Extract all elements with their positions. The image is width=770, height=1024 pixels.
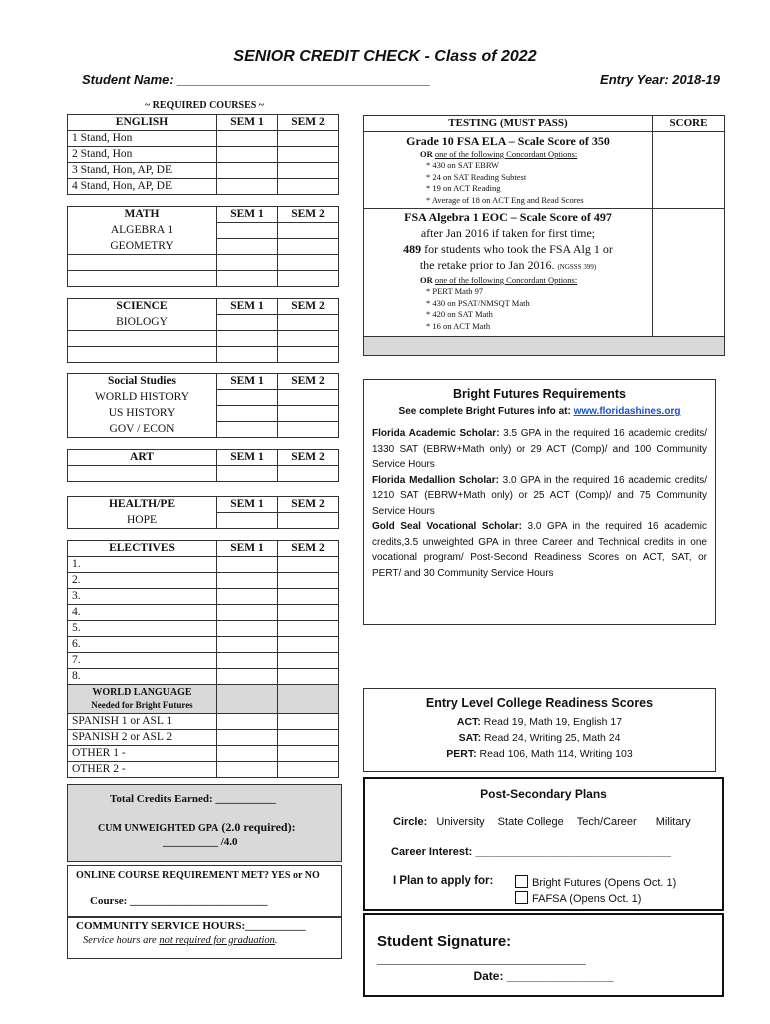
table-row bbox=[68, 605, 339, 621]
bright-futures-requirements: Florida Academic Scholar: 3.5 GPA in the required 16 academic credits/ 1330 SAT (EBRW+Math only) or 29 ACT (Comp)/ and 100 Community Service Hours Florida Medallion Scholar: 3.0 GPA in the required 16 academic credits/ 1210 SAT (EBRW+Math only) or 25 ACT (Comp)/ and 75 Community Service Hours Gold Seal Vocational Scholar: 3.0 GPA in the required 16 academic credits,3.5 unweighted GPA in three Career and Technical credits in one vocational program/ Post-Second Readiness Scores on ACT, SAT, or PERT/ and 30 Community Service Hours bbox=[372, 428, 708, 579]
science-header: SCIENCE bbox=[68, 299, 217, 315]
course-name: GEOMETRY bbox=[68, 239, 217, 255]
course-name: SPANISH 1 or ASL 1 bbox=[68, 714, 217, 730]
ela-option: * 24 on SAT Reading Subtest bbox=[426, 171, 527, 182]
signature-box bbox=[363, 913, 724, 997]
ela-concordant-label: OR one of the following Concordant Options: bbox=[420, 149, 578, 159]
elective-row[interactable]: 4. bbox=[68, 605, 217, 621]
sem1-header: SEM 1 bbox=[217, 541, 278, 557]
world-language-header bbox=[68, 685, 217, 714]
course-name: HOPE bbox=[68, 513, 217, 529]
algebra-line: after Jan 2016 if taken for first time; bbox=[420, 226, 596, 240]
sem1-cell[interactable] bbox=[217, 513, 278, 529]
course-name[interactable]: OTHER 2 - bbox=[68, 762, 217, 778]
ela-option: * 430 on SAT EBRW bbox=[426, 160, 500, 170]
algebra-option: * 420 on SAT Math bbox=[426, 309, 493, 319]
sem2-cell[interactable] bbox=[278, 621, 339, 637]
sem2-cell[interactable] bbox=[278, 422, 339, 438]
student-name-field[interactable]: Student Name: ___________________________________ bbox=[82, 72, 431, 87]
bright-futures-info: See complete Bright Futures info at: www.floridashines.org bbox=[398, 406, 681, 417]
sem1-cell[interactable] bbox=[217, 315, 278, 331]
sem1-cell[interactable] bbox=[217, 347, 278, 363]
elective-row[interactable]: 5. bbox=[68, 621, 217, 637]
sem1-cell[interactable] bbox=[217, 239, 278, 255]
sem2-cell[interactable] bbox=[278, 714, 339, 730]
circle-row bbox=[393, 816, 691, 828]
course-name: 4 Stand, Hon, AP, DE bbox=[68, 179, 217, 195]
bright-futures-title: Bright Futures Requirements bbox=[453, 387, 626, 401]
option-university[interactable]: University bbox=[436, 816, 485, 828]
sem1-cell[interactable] bbox=[217, 653, 278, 669]
world-language-note: Needed for Bright Futures bbox=[91, 700, 193, 710]
sem1-header: SEM 1 bbox=[217, 207, 278, 223]
sem1-cell[interactable] bbox=[217, 730, 278, 746]
table-row bbox=[68, 746, 339, 762]
sem1-header: SEM 1 bbox=[217, 115, 278, 131]
sem1-cell[interactable] bbox=[217, 746, 278, 762]
sem2-cell[interactable] bbox=[278, 239, 339, 255]
table-row bbox=[68, 331, 339, 347]
sem1-cell[interactable] bbox=[217, 621, 278, 637]
table-row bbox=[68, 347, 339, 363]
sem2-cell[interactable] bbox=[278, 573, 339, 589]
total-credits-field[interactable]: Total Credits Earned: ___________ bbox=[110, 793, 276, 805]
sem1-cell[interactable] bbox=[217, 669, 278, 685]
table-row bbox=[68, 390, 339, 406]
elective-row[interactable]: 2. bbox=[68, 573, 217, 589]
algebra-concordant-label: OR one of the following Concordant Options: bbox=[420, 275, 578, 285]
floridashines-link[interactable]: www.floridashines.org bbox=[573, 406, 681, 417]
course-name: 3 Stand, Hon, AP, DE bbox=[68, 163, 217, 179]
course-name[interactable]: OTHER 1 - bbox=[68, 746, 217, 762]
sem1-cell[interactable] bbox=[217, 271, 278, 287]
health-pe-header: HEALTH/PE bbox=[68, 497, 217, 513]
sem1-cell[interactable] bbox=[217, 762, 278, 778]
course-name: SPANISH 2 or ASL 2 bbox=[68, 730, 217, 746]
table-row bbox=[68, 147, 339, 163]
table-row bbox=[68, 255, 339, 271]
table-row bbox=[68, 131, 339, 147]
math-header: MATH bbox=[68, 207, 217, 223]
sem1-cell[interactable] bbox=[217, 255, 278, 271]
sem1-header: SEM 1 bbox=[217, 299, 278, 315]
table-row bbox=[68, 179, 339, 195]
entry-level-box bbox=[363, 688, 716, 772]
table-row bbox=[68, 621, 339, 637]
sem2-header: SEM 2 bbox=[278, 450, 339, 466]
sem2-header: SEM 2 bbox=[278, 374, 339, 390]
sem1-cell[interactable] bbox=[217, 714, 278, 730]
table-row bbox=[68, 513, 339, 529]
social-studies-table bbox=[67, 373, 339, 438]
checkbox-icon[interactable] bbox=[515, 891, 528, 904]
online-requirement[interactable]: ONLINE COURSE REQUIREMENT MET? YES or NO bbox=[76, 870, 320, 881]
ela-score-cell[interactable] bbox=[653, 132, 724, 208]
algebra-option: * 16 on ACT Math bbox=[426, 320, 491, 331]
table-row bbox=[68, 315, 339, 331]
sem1-cell[interactable] bbox=[217, 331, 278, 347]
sem1-cell[interactable] bbox=[217, 637, 278, 653]
testing-footer bbox=[364, 336, 724, 355]
table-row bbox=[68, 163, 339, 179]
course-name[interactable] bbox=[68, 271, 217, 287]
sem2-cell bbox=[278, 685, 339, 714]
option-tech-career[interactable]: Tech/Career bbox=[576, 816, 637, 828]
community-service-box bbox=[67, 917, 342, 959]
fsa-algebra-title: FSA Algebra 1 EOC – Scale Score of 497 bbox=[404, 210, 612, 224]
sem2-cell[interactable] bbox=[278, 730, 339, 746]
sem1-cell[interactable] bbox=[217, 390, 278, 406]
table-row bbox=[68, 669, 339, 685]
elective-row[interactable]: 8. bbox=[68, 669, 217, 685]
sem2-header: SEM 2 bbox=[278, 299, 339, 315]
apply-label: I Plan to apply for: bbox=[393, 875, 494, 887]
elective-row[interactable]: 3. bbox=[68, 589, 217, 605]
electives-header: ELECTIVES bbox=[68, 541, 217, 557]
totals-box bbox=[67, 784, 342, 862]
sem2-cell[interactable] bbox=[278, 746, 339, 762]
course-name: US HISTORY bbox=[68, 406, 217, 422]
date-field[interactable]: Date: ________________ bbox=[473, 969, 614, 983]
course-name[interactable] bbox=[68, 331, 217, 347]
course-name[interactable] bbox=[68, 347, 217, 363]
world-language-title: WORLD LANGUAGE bbox=[92, 687, 192, 698]
table-row bbox=[68, 573, 339, 589]
english-header: ENGLISH bbox=[68, 115, 217, 131]
sem2-cell[interactable] bbox=[278, 589, 339, 605]
table-row bbox=[68, 422, 339, 438]
table-row bbox=[68, 406, 339, 422]
math-table bbox=[67, 206, 339, 287]
elective-row[interactable]: 6. bbox=[68, 637, 217, 653]
art-header: ART bbox=[68, 450, 217, 466]
table-row bbox=[68, 762, 339, 778]
sem2-cell[interactable] bbox=[278, 637, 339, 653]
sem2-cell[interactable] bbox=[278, 406, 339, 422]
elective-row[interactable]: 7. bbox=[68, 653, 217, 669]
sem1-cell[interactable] bbox=[217, 163, 278, 179]
sem1-cell[interactable] bbox=[217, 223, 278, 239]
sem1-cell[interactable] bbox=[217, 147, 278, 163]
english-table bbox=[67, 114, 339, 195]
sem2-cell[interactable] bbox=[278, 347, 339, 363]
sem2-cell[interactable] bbox=[278, 147, 339, 163]
course-name: BIOLOGY bbox=[68, 315, 217, 331]
entry-level-title: Entry Level College Readiness Scores bbox=[425, 696, 654, 710]
gpa-label: CUM UNWEIGHTED GPA (2.0 required): bbox=[98, 820, 296, 834]
required-courses-label: ~ REQUIRED COURSES ~ bbox=[144, 100, 265, 111]
online-course-field[interactable]: Course: _________________________ bbox=[90, 895, 268, 907]
course-name: 1 Stand, Hon bbox=[68, 131, 217, 147]
sem2-cell[interactable] bbox=[278, 762, 339, 778]
sem1-cell[interactable] bbox=[217, 589, 278, 605]
online-course-box bbox=[67, 865, 342, 917]
student-signature-field[interactable]: Student Signature: _________________________ bbox=[377, 933, 586, 967]
social-studies-header: Social Studies bbox=[68, 374, 217, 390]
sem2-cell[interactable] bbox=[278, 315, 339, 331]
sem1-cell[interactable] bbox=[217, 605, 278, 621]
checkbox-icon[interactable] bbox=[515, 875, 528, 888]
algebra-line: 489 for students who took the FSA Alg 1 or bbox=[403, 242, 613, 256]
algebra-option: * 430 on PSAT/NMSQT Math bbox=[426, 297, 530, 308]
algebra-score-cell[interactable] bbox=[653, 209, 724, 336]
course-name[interactable] bbox=[68, 255, 217, 271]
sem2-cell[interactable] bbox=[278, 669, 339, 685]
sem2-header: SEM 2 bbox=[278, 207, 339, 223]
sem1-header: SEM 1 bbox=[217, 450, 278, 466]
sem1-cell[interactable] bbox=[217, 466, 278, 482]
table-row bbox=[68, 637, 339, 653]
sem2-cell[interactable] bbox=[278, 255, 339, 271]
sem2-cell[interactable] bbox=[278, 513, 339, 529]
table-row bbox=[68, 589, 339, 605]
sem1-cell[interactable] bbox=[217, 131, 278, 147]
sem2-cell[interactable] bbox=[278, 223, 339, 239]
sem2-cell[interactable] bbox=[278, 271, 339, 287]
community-service-note: Service hours are not required for graduation. bbox=[83, 935, 278, 946]
science-table bbox=[67, 298, 339, 363]
table-row bbox=[68, 714, 339, 730]
sem2-cell[interactable] bbox=[278, 179, 339, 195]
sem1-cell[interactable] bbox=[217, 557, 278, 573]
sem1-header: SEM 1 bbox=[217, 374, 278, 390]
course-name: ALGEBRA 1 bbox=[68, 223, 217, 239]
apply-fafsa[interactable]: FAFSA (Opens Oct. 1) bbox=[515, 891, 641, 905]
sem2-cell[interactable] bbox=[278, 557, 339, 573]
sem2-cell[interactable] bbox=[278, 131, 339, 147]
sem2-cell[interactable] bbox=[278, 390, 339, 406]
option-state-college[interactable]: State College bbox=[497, 816, 564, 828]
table-row bbox=[68, 557, 339, 573]
community-service-field[interactable]: COMMUNITY SERVICE HOURS:___________ bbox=[76, 920, 306, 932]
sem1-cell[interactable] bbox=[217, 573, 278, 589]
sem2-header: SEM 2 bbox=[278, 497, 339, 513]
sem1-header: SEM 1 bbox=[217, 497, 278, 513]
elective-row[interactable]: 1. bbox=[68, 557, 217, 573]
table-row bbox=[68, 730, 339, 746]
table-row bbox=[68, 653, 339, 669]
sem1-cell[interactable] bbox=[217, 179, 278, 195]
score-header: SCORE bbox=[653, 116, 724, 132]
sem2-cell[interactable] bbox=[278, 605, 339, 621]
table-row bbox=[68, 271, 339, 287]
health-pe-table bbox=[67, 496, 339, 529]
pert-scores: PERT: Read 106, Math 114, Writing 103 bbox=[446, 748, 633, 760]
career-interest-field[interactable]: Career Interest: ________________________________ bbox=[391, 846, 672, 858]
course-name[interactable] bbox=[68, 466, 217, 482]
ela-option: * 19 on ACT Reading bbox=[426, 183, 501, 193]
table-row bbox=[68, 223, 339, 239]
sem2-header: SEM 2 bbox=[278, 115, 339, 131]
bright-futures-box bbox=[363, 379, 716, 625]
post-secondary-title: Post-Secondary Plans bbox=[480, 787, 607, 801]
sem2-cell[interactable] bbox=[278, 331, 339, 347]
electives-table bbox=[67, 540, 339, 778]
table-row bbox=[68, 239, 339, 255]
sem2-cell[interactable] bbox=[278, 653, 339, 669]
apply-bright-futures[interactable]: Bright Futures (Opens Oct. 1) bbox=[515, 875, 676, 889]
option-military[interactable]: Military bbox=[655, 816, 691, 828]
testing-header: TESTING (MUST PASS) bbox=[364, 116, 653, 132]
course-name: 2 Stand, Hon bbox=[68, 147, 217, 163]
art-table bbox=[67, 449, 339, 482]
algebra-line: the retake prior to Jan 2016. (NGSSS 399) bbox=[419, 258, 597, 272]
sat-scores: SAT: Read 24, Writing 25, Math 24 bbox=[458, 732, 621, 744]
act-scores: ACT: Read 19, Math 19, English 17 bbox=[456, 716, 623, 728]
sem2-cell[interactable] bbox=[278, 163, 339, 179]
sem1-cell[interactable] bbox=[217, 406, 278, 422]
sem2-header: SEM 2 bbox=[278, 541, 339, 557]
circle-label: Circle: bbox=[393, 816, 428, 828]
sem2-cell[interactable] bbox=[278, 466, 339, 482]
course-name: GOV / ECON bbox=[68, 422, 217, 438]
entry-year: Entry Year: 2018-19 bbox=[600, 72, 720, 87]
gpa-field[interactable]: __________ /4.0 bbox=[163, 836, 238, 848]
page-title: SENIOR CREDIT CHECK - Class of 2022 bbox=[233, 48, 537, 65]
post-secondary-box bbox=[363, 777, 724, 911]
table-row bbox=[68, 466, 339, 482]
fsa-ela-title: Grade 10 FSA ELA – Scale Score of 350 bbox=[406, 134, 610, 148]
course-name: WORLD HISTORY bbox=[68, 390, 217, 406]
algebra-option: * PERT Math 97 bbox=[426, 286, 484, 296]
testing-table bbox=[363, 115, 725, 356]
ela-option: * Average of 18 on ACT Eng and Read Scores bbox=[426, 194, 584, 205]
sem1-cell bbox=[217, 685, 278, 714]
sem1-cell[interactable] bbox=[217, 422, 278, 438]
